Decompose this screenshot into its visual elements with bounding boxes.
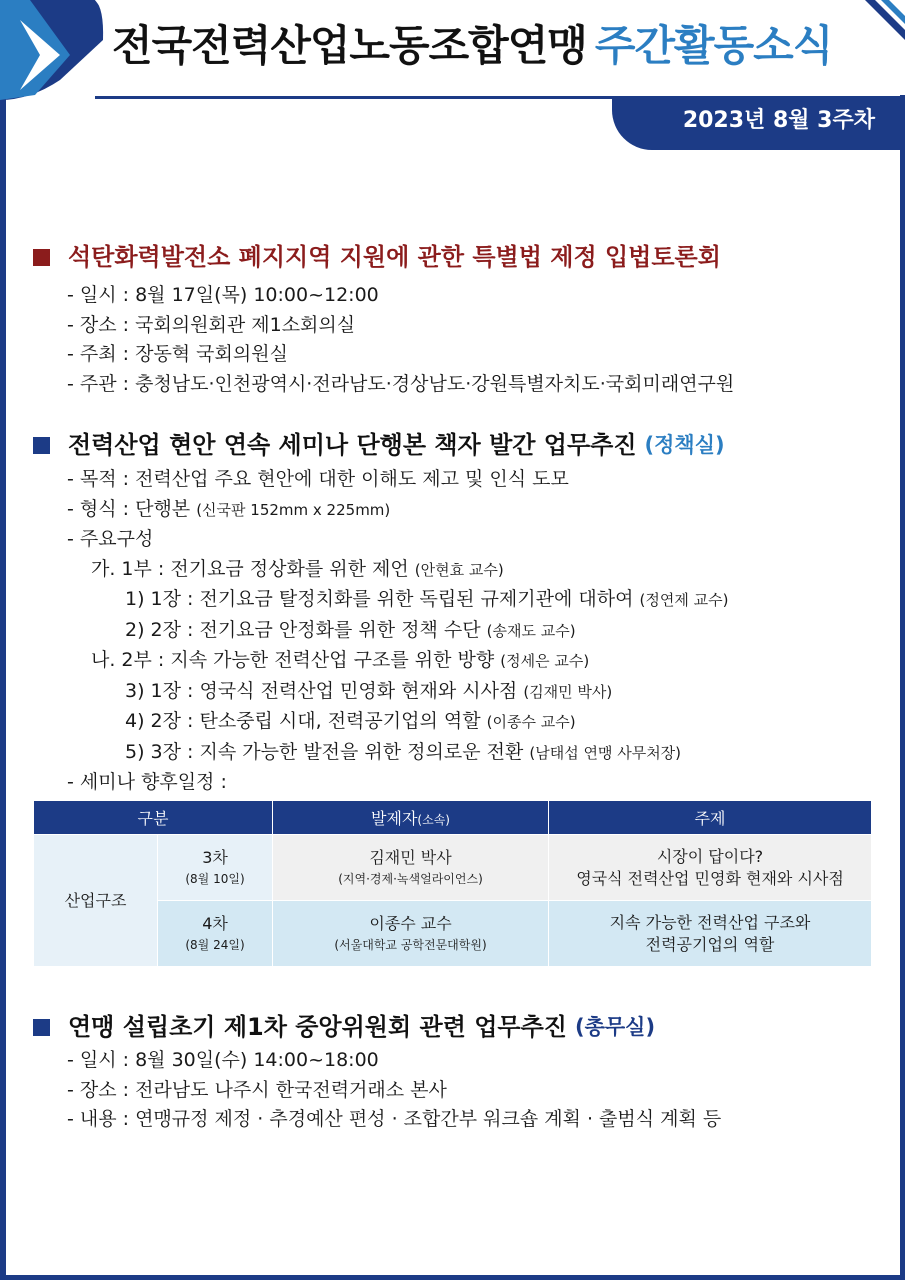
section-title [33,428,728,462]
topic-line-2: 전력공기업의 역할 [645,934,775,954]
presenter-org: (서울대학교 공학전문대학원) [334,937,487,952]
item-content: - 내용 : 연맹규정 제정 · 추경예산 편성 · 조합간부 워크숍 계획 · 출범식 계획 등 [67,1108,722,1130]
header-topic: 주제 [549,801,872,835]
item-part-a [33,555,728,586]
table-row [34,901,872,967]
title-accent: 주간활동소식 [594,21,833,70]
square-bullet-icon [33,437,50,454]
section-title-text: 연맹 설립초기 제1차 중앙위원회 관련 업무추진 [68,1013,567,1041]
item-place: - 장소 : 전라남도 나주시 한국전력거래소 본사 [67,1078,447,1101]
item-chapter-4 [33,707,728,738]
chapter-2-author: (송재도 교수) [486,621,576,640]
dept-label: (정책실) [644,433,725,457]
item-chapter-2 [33,616,728,647]
corner-stripes [845,0,905,50]
chapter-3-text: 3) 1장 : 영국식 전력산업 민영화 현재와 시사점 [125,679,518,702]
dept-label: (총무실) [574,1015,656,1039]
item-date: - 일시 : 8월 30일(수) 14:00~18:00 [67,1049,379,1071]
table-header-row [34,801,872,835]
item-chapter-5 [33,738,728,769]
header-presenter [273,801,549,835]
topic-line-1: 시장이 답이다? [656,846,764,866]
page-title [112,14,832,78]
presenter-org: (지역·경제·녹색얼라이언스) [338,871,483,886]
item-date: - 일시 : 8월 17일(목) 10:00~12:00 [67,284,379,306]
chapter-1-text: 1) 1장 : 전기요금 탈정치화를 위한 독립된 규제기관에 대하여 [125,588,634,610]
round-date: (8월 24일) [185,937,245,952]
presenter-label: 발제자 [371,809,418,828]
title-main: 전국전력산업노동조합연맹 [112,21,587,70]
section-title-text: 전력산업 현안 연속 세미나 단행본 책자 발간 업무추진 [68,431,637,459]
item-organizer: - 주관 : 충청남도·인천광역시·전라남도·경상남도·강원특별자치도·국회미래연구원 [67,372,735,395]
format-note: (신국판 152mm x 225mm) [196,500,391,519]
section-central-committee [33,1010,721,1135]
item-place: - 장소 : 국회의원회관 제1소회의실 [67,313,356,336]
bottom-border [0,1275,905,1280]
round-cell [158,901,273,967]
section-seminar-book [33,428,728,798]
table-row [34,835,872,901]
item-chapter-1 [33,585,728,616]
format-text: - 형식 : 단행본 [67,497,191,520]
chapter-1-author: (정연제 교수) [639,591,729,609]
presenter-note: (소속) [417,813,450,827]
chapter-4-author: (이종수 교수) [486,713,576,731]
item-format [33,495,728,526]
group-cell: 산업구조 [34,835,158,967]
section-title-text: 석탄화력발전소 폐지지역 지원에 관한 특별법 제정 입법토론회 [68,243,721,271]
left-border [0,95,6,1280]
topic-line-1: 지속 가능한 전력산업 구조와 [609,912,811,932]
right-border [900,95,905,1280]
item-part-b [33,646,728,677]
header-category: 구분 [34,801,273,835]
section-title [33,1010,721,1044]
round-cell [158,835,273,901]
chapter-4-text: 4) 2장 : 탄소중립 시대, 전력공기업의 역할 [125,710,481,732]
chapter-5-author: (남태섭 연맹 사무처장) [529,743,682,762]
round-label: 4차 [202,913,228,933]
topic-cell [549,901,872,967]
round-date: (8월 10일) [185,871,245,886]
item-schedule: - 세미나 향후일정 : [67,771,227,793]
part-b-text: 나. 2부 : 지속 가능한 전력산업 구조를 위한 방향 [91,649,495,671]
section-title [33,240,734,274]
item-host: - 주최 : 장동혁 국회의원실 [67,343,288,365]
part-a-text: 가. 1부 : 전기요금 정상화를 위한 제언 [91,557,409,580]
chapter-5-text: 5) 3장 : 지속 가능한 발전을 위한 정의로운 전환 [125,740,524,763]
chapter-2-text: 2) 2장 : 전기요금 안정화를 위한 정책 수단 [125,618,481,641]
topic-cell [549,835,872,901]
item-purpose: - 목적 : 전력산업 주요 현안에 대한 이해도 제고 및 인식 도모 [67,468,569,490]
topic-line-2: 영국식 전력산업 민영화 현재와 시사점 [576,868,844,888]
presenter-cell [273,901,549,967]
presenter-name: 이종수 교수 [369,913,452,933]
section-coal-forum [33,240,734,399]
presenter-cell [273,835,549,901]
union-logo [0,0,110,110]
presenter-name: 김재민 박사 [369,847,452,867]
week-badge: 2023년 8월 3주차 [612,96,905,150]
square-bullet-icon [33,249,50,266]
part-a-author: (안현효 교수) [414,560,504,579]
square-bullet-icon [33,1019,50,1036]
round-label: 3차 [202,847,228,867]
item-chapter-3 [33,677,728,708]
chapter-3-author: (김재민 박사) [523,682,613,701]
seminar-schedule-table [33,800,872,967]
item-structure: - 주요구성 [67,528,154,550]
part-b-author: (정세은 교수) [500,652,590,670]
